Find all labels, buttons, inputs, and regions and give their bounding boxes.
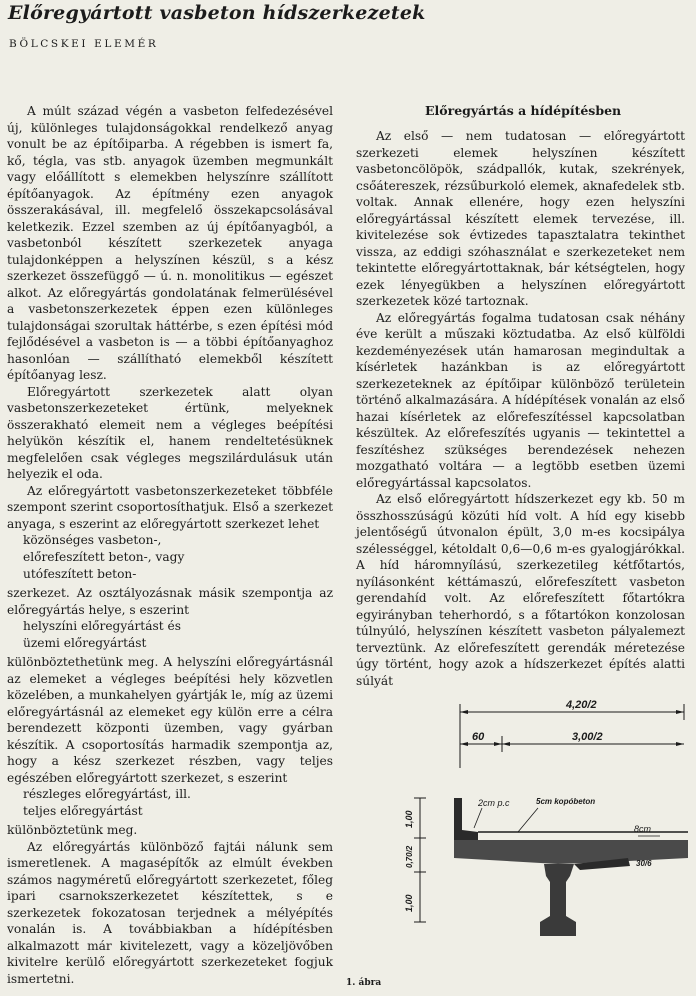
article-title: Előregyártott vasbeton hídszerkezetek (8, 2, 426, 24)
label-5cm: 5cm kopóbeton (536, 797, 596, 806)
list-item: teljes előregyártást (23, 804, 143, 818)
label-2cm: 2cm p.c (478, 798, 510, 808)
material-list (23, 532, 333, 583)
paragraph: Előregyártott szerkezetek alatt olyan vasbetonszerkezeteket értünk, melyeknek összerakható elemeit nem a végleges beépítési helyükön készítik el, hanem rendeltetésüknek megfelelően csak végleges megszilárdulásuk után helyezik el oda. (7, 384, 333, 481)
list-item: üzemi előregyártást (23, 636, 147, 650)
label-30-6: 30/6 (636, 859, 652, 868)
paragraph: szerkezet. Az osztályozásnak másik szempontja az előregyártás helye, s eszerint (7, 586, 333, 617)
deck-slab-shape (454, 840, 688, 864)
list-item: előrefeszített beton-, vagy (23, 550, 185, 564)
list-item: helyszíni előregyártást és (23, 619, 181, 633)
dim-vertical-middle: 0,70/2 (405, 845, 414, 868)
figure-caption: 1. ábra (346, 978, 382, 988)
paragraph: Az előregyártás fogalma tudatosan csak néhány éve került a műszaki köztudatba. Az első külföldi kezdeményezések után hamarosan megindultak a kísérletek hazánkban is az előregyártott szerkezeteknek az építőipar különböző területein történő alkalmazására. A hídépítések vonalán az első hazai kísérletek az előrefeszítéssel kapcsolatban készültek. Az előrefeszítés ugyanis — tekintettel a feszítéshez szükséges berendezések nehezen mozgatható voltára — a legtöbb esetben üzemi előregyártással kapcsolatos. (356, 310, 685, 490)
dim-total-label: 4,20/2 (566, 699, 597, 711)
paragraph: Az első — nem tudatosan — előregyártott szerkezeti elemek helyszínen készített vasbetoncölöpök, szádpallók, kutak, szekrények, csőátereszek, rézsűburkoló elemek, aknafedelek stb. voltak. Annak ellenére, hogy ezen helyszíni előregyártással készített elemek tervezése, ill. kivitelezése sok évtizedes tapasztalatra tekinthet vissza, az eddigi szóhasználat e szerkezeteket nem tekintette előregyártottaknak, bár kétségtelen, hogy ezek lényegükben a helyszínen előregyártott szerkezetek közé tartoznak. (356, 129, 685, 308)
extent-list (23, 786, 333, 820)
section-heading: Előregyártás a hídépítésben (425, 103, 622, 118)
dim-left-label: 60 (472, 731, 485, 743)
paragraph: Az első előregyártott hídszerkezet egy kb. 50 m összhosszúságú közúti híd volt. A híd egy kisebb jelentőségű útvonalon épült, 3,0 m-es kocsipálya szélességgel, kétoldalt 0,6—0,6 m-es gyalogjárókkal. A híd háromnyílású, szerkezetileg kétfőtartós, nyílásonként kéttámaszú, előrefeszített vasbeton gerendahíd volt. Az előrefeszített főtartókra egyirányban teherhordó, s a főtartókon konzolosan túlnyúló, helyszínen készített vasbeton pályalemezt terveztünk. Az előrefeszített gerendák méretezése úgy történt, hogy azok a hídszerkezet építés alatti súlyát (356, 492, 685, 688)
paragraph: A múlt század végén a vasbeton felfedezésével új, különleges tulajdonságokkal rendelkező anyag vonult be az építőiparba. A régebben is ismert fa, kő, tégla, vas stb. anyagok üzemben megmunkált vagy előállított s elemekben helyszínre szállított építőanyagok. Az építmény ezen anyagok összerakásával, ill. megfelelő összekapcsolásával keletkezik. Ezzel szemben az új építőanyagból, a vasbetonból készített szerkezetek anyaga tulajdonképpen a helyszínen készül, s a kész szerkezet összefüggő — ú. n. monolitikus — egészet alkot. Az előregyártás gondolatának felmerülésével a vasbetonszerkezetek éppen ezen különleges tulajdonságai szorultak háttérbe, s ezen építési mód fejlődésével a vasbeton is — a többi építőanyaghoz hasonlóan — szállítható elemekből készített építőanyag lesz. (7, 104, 333, 382)
right-column (356, 128, 685, 689)
label-8cm: 8cm (634, 824, 652, 834)
list-item: közönséges vasbeton-, (23, 533, 162, 547)
dim-right-label: 3,00/2 (572, 731, 603, 743)
location-list (23, 618, 333, 652)
paragraph: különböztetünk meg. (7, 823, 138, 837)
curb-shape (454, 798, 478, 840)
list-item: részleges előregyártást, ill. (23, 787, 191, 801)
article-author: BÖLCSKEI ELEMÉR (9, 38, 159, 50)
left-column (7, 103, 333, 987)
dim-vertical-lower: 1,00 (404, 894, 414, 912)
bridge-cross-section-drawing (398, 690, 690, 942)
list-item: utófeszített beton- (23, 567, 137, 581)
paragraph: Az előregyártott vasbetonszerkezeteket többféle szempont szerint csoportosíthatjuk. Első a szerkezet anyaga, s eszerint az előregyártott szerkezet lehet (7, 483, 333, 531)
paragraph: különböztethetünk meg. A helyszíni előregyártásnál az elemeket a végleges beépítési hely közvetlen közelében, a munkahelyen gyártják le, míg az üzemi előregyártásnál az elemeket egy külön erre a célra berendezett központi üzemben, vagy gyárban készítik. A csoportosítás harmadik szempontja az, hogy a kész szerkezet részben, vagy teljes egészében előregyártott szerkezet, s eszerint (7, 655, 333, 785)
paragraph: Az előregyártás különböző fajtái nálunk sem ismeretlenek. A magasépítők az elmúlt években számos nagyméretű előregyártott szerkezetet, főleg ipari csarnokszerkezetet készítettek, s e szerkezetek fokozatosan terjednek a mélyépítés vonalán is. A továbbiakban a hídépítésben alkalmazott már kivitelezett, vagy a közeljövőben kivitelre kerülő előregyártott szerkezeteket fogjuk ismertetni. (7, 839, 333, 986)
dim-vertical-upper: 1,00 (404, 810, 414, 828)
bridge-cross-section-figure (398, 690, 690, 942)
main-girder-shape (540, 864, 576, 936)
